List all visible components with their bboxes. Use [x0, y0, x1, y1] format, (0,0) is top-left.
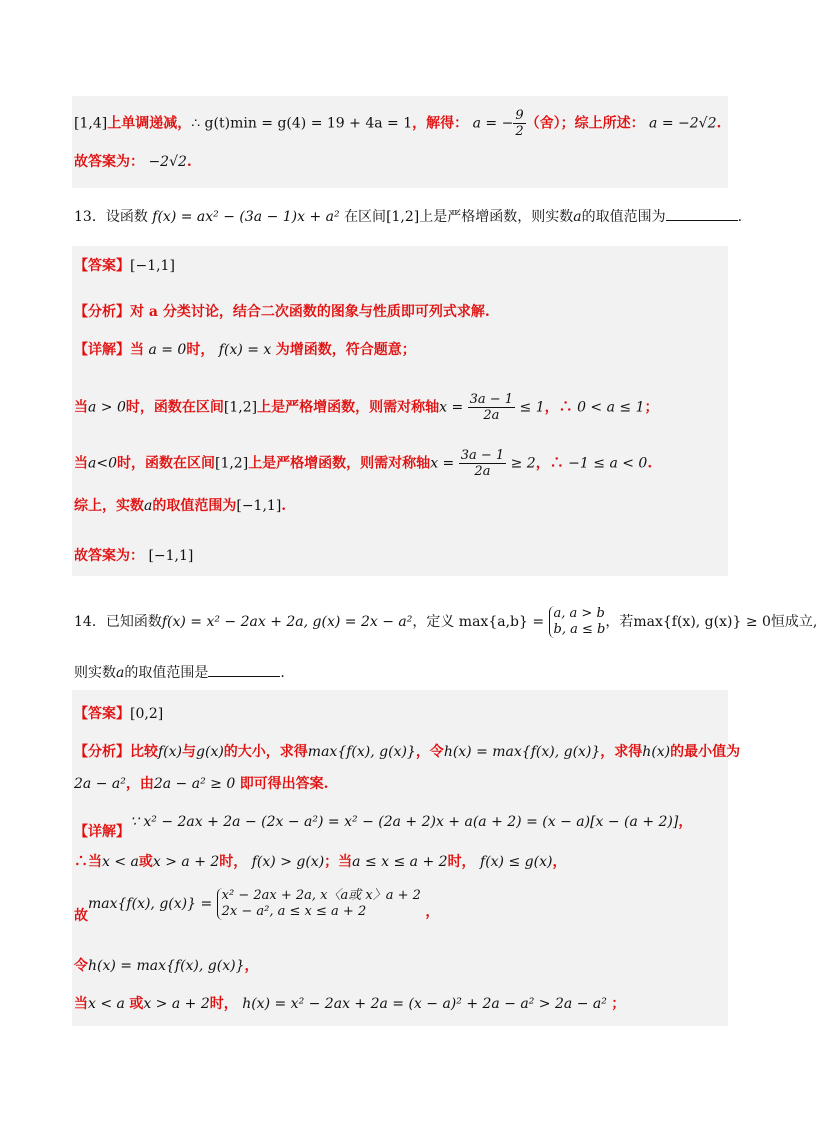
text: 的最小值为	[670, 744, 741, 760]
math: −2√2	[148, 154, 187, 170]
text: ；	[611, 996, 626, 1012]
math: 2a − a² ≥ 0	[153, 776, 236, 792]
detail-13-line-2	[74, 392, 659, 423]
text: ，定义	[412, 614, 455, 630]
text: 为增函数，符合题意；	[275, 342, 416, 358]
text: 的取值范围是	[124, 665, 209, 681]
detail-14-line-1	[74, 812, 693, 840]
text: ，	[552, 854, 567, 870]
math: a ≤ x ≤ a + 2	[352, 854, 448, 870]
solution-12-line-2	[74, 152, 192, 172]
text: ，由	[125, 776, 154, 792]
text: 恒成立,	[770, 614, 817, 630]
math: [−1,1]	[130, 258, 175, 274]
text: ，	[244, 958, 259, 974]
text: 在区间	[344, 209, 387, 225]
piecewise-brace	[549, 606, 606, 638]
text: 14．已知函数	[74, 614, 162, 630]
math: [1,2]	[214, 455, 249, 472]
question-14-line-1	[74, 606, 817, 638]
text: 时，	[219, 854, 248, 870]
math: f(x)	[158, 744, 183, 760]
fraction: $\frac{3a - 1}{2a}$	[469, 392, 514, 423]
analysis-label: 【分析】	[74, 304, 130, 320]
text: 上单调递减，	[107, 115, 192, 132]
text: 故答案为：	[74, 548, 144, 564]
math: h(x)	[642, 744, 671, 760]
fraction: $\frac{3a - 1}{2a}$	[460, 448, 505, 479]
text: .	[186, 154, 192, 170]
detail-14-line-3	[74, 888, 440, 924]
text: 当	[74, 996, 88, 1012]
question-14-line-2	[74, 662, 285, 683]
math: ∵ x² − 2ax + 2a − (2x − a²) = x² − (2a + 2)x + a(a + 2) = (x − a)[x − (a + 2)]	[130, 814, 679, 830]
answer-14	[74, 704, 163, 724]
math: h(x) = x² − 2ax + 2a = (x − a)² + 2a − a² > 2a − a²	[242, 996, 607, 1012]
analysis-14-line-2	[74, 774, 329, 794]
text: .	[716, 115, 722, 132]
text: ，∴	[535, 455, 564, 472]
answer-label: 【答案】	[74, 258, 130, 274]
math: a = −2√2	[649, 115, 717, 132]
text: ，	[678, 814, 693, 830]
math: x > a + 2	[152, 854, 220, 870]
text: .	[737, 209, 743, 225]
math: a<0	[88, 455, 117, 472]
detail-label: 【详解】	[74, 824, 130, 840]
math: f(x) = x	[218, 342, 272, 358]
math: ∴ g(t)min = g(4) = 19 + 4a = 1	[191, 115, 413, 132]
math: 2a − a²	[74, 776, 126, 792]
detail-14-line-4	[74, 956, 258, 976]
math: a = 0	[148, 342, 187, 358]
math: a	[144, 498, 153, 514]
analysis-14-line-1	[74, 742, 740, 762]
answer-blank	[208, 662, 280, 677]
detail-13-line-4	[74, 496, 286, 516]
answer-13	[74, 256, 175, 276]
case: b, a ≤ b	[553, 622, 606, 637]
math: x < a	[88, 996, 125, 1012]
text: 时，函数在区间	[125, 399, 224, 416]
text: ，求得	[600, 744, 643, 760]
text: ，解得：	[412, 115, 469, 132]
text: ，令	[415, 744, 444, 760]
analysis-13	[74, 302, 490, 322]
math: x < a	[102, 854, 139, 870]
text: ∴当	[74, 854, 102, 870]
text: 的取值范围为	[152, 498, 237, 514]
text: 上是严格增函数，则实数	[419, 209, 574, 225]
math: 0 < a ≤ 1	[577, 399, 645, 416]
detail-14-line-5	[74, 994, 625, 1014]
fraction: $\frac{9}{2}$	[515, 108, 524, 139]
text: 或	[138, 854, 153, 870]
math: ≥ 2	[510, 455, 536, 472]
detail-14-line-2	[74, 852, 566, 872]
case: a, a > b	[553, 606, 605, 621]
text: .	[281, 498, 287, 514]
text: 对 a 分类讨论，结合二次函数的图象与性质即可列式求解.	[130, 304, 490, 320]
math: [−1,1]	[236, 498, 282, 514]
text: ，∴	[544, 399, 573, 416]
answer-blank	[666, 206, 738, 221]
text: ，若	[605, 614, 634, 630]
text: 上是严格增函数，则需对称轴	[248, 455, 431, 472]
math: f(x) = ax² − (3a − 1)x + a²	[152, 209, 340, 225]
text: .	[647, 455, 653, 472]
math: f(x) = x² − 2ax + 2a, g(x) = 2x − a²	[161, 614, 413, 630]
text: 则实数	[74, 665, 116, 681]
text: 时，函数在区间	[116, 455, 215, 472]
text: 时，	[447, 854, 476, 870]
math: x =	[430, 455, 455, 472]
text: 令	[74, 958, 88, 974]
text: 比较	[130, 744, 158, 760]
math: −1 ≤ a < 0	[568, 455, 648, 472]
math: a = −	[472, 115, 514, 132]
text: 当	[130, 342, 144, 358]
math: a > 0	[88, 399, 126, 416]
text: 当	[74, 399, 88, 416]
text: ，	[425, 904, 440, 920]
detail-13-line-1	[74, 340, 416, 360]
math: x > a + 2	[143, 996, 210, 1012]
math: h(x) = max{f(x), g(x)}	[443, 744, 601, 760]
solution-12-line-1	[74, 108, 721, 139]
analysis-label: 【分析】	[74, 744, 130, 760]
text: 或	[129, 996, 144, 1012]
math: f(x) > g(x)	[251, 854, 325, 870]
text: 故	[74, 908, 88, 924]
text: 时，	[209, 996, 238, 1012]
text: 上是严格增函数，则需对称轴	[257, 399, 440, 416]
text: （舍）；综上所述：	[525, 115, 645, 132]
text: 综上，实数	[74, 498, 144, 514]
math: f(x) ≤ g(x)	[480, 854, 553, 870]
text: .	[280, 665, 285, 681]
text: 与	[182, 744, 197, 760]
math: [1,2]	[386, 209, 420, 225]
text: 时，	[186, 342, 215, 358]
text: 的大小，求得	[223, 744, 308, 760]
text: 当	[74, 455, 88, 472]
math: [−1,1]	[148, 548, 194, 564]
math: max{f(x), g(x)} ≥ 0	[633, 614, 771, 630]
math: g(x)	[196, 744, 224, 760]
math: max{a,b} =	[458, 614, 545, 630]
math: a	[116, 665, 125, 681]
math: max{f(x), g(x)}	[307, 744, 416, 760]
question-number: 13．设函数	[74, 209, 148, 225]
text: 故答案为：	[74, 154, 144, 170]
math: ≤ 1	[519, 399, 545, 416]
math: [0,2]	[130, 706, 164, 722]
math: max{f(x), g(x)} =	[88, 896, 213, 912]
text: 的取值范围为	[581, 209, 666, 225]
case: 2x − a², a ≤ x ≤ a + 2	[221, 904, 367, 919]
text: 即可得出答案.	[239, 776, 329, 792]
math: h(x) = max{f(x), g(x)}	[88, 958, 245, 974]
case: x² − 2ax + 2a, x〈a或 x〉a + 2	[221, 888, 421, 903]
question-13	[74, 206, 742, 227]
text: ；	[644, 399, 659, 416]
answer-label: 【答案】	[74, 706, 130, 722]
detail-label: 【详解】	[74, 342, 130, 358]
detail-13-line-5	[74, 546, 193, 566]
detail-13-line-3	[74, 448, 652, 479]
math: [1,4]	[74, 115, 108, 132]
text: ；当	[324, 854, 353, 870]
math: a	[573, 209, 582, 225]
math: x =	[439, 399, 464, 416]
piecewise-brace	[217, 888, 421, 920]
math: [1,2]	[223, 399, 258, 416]
